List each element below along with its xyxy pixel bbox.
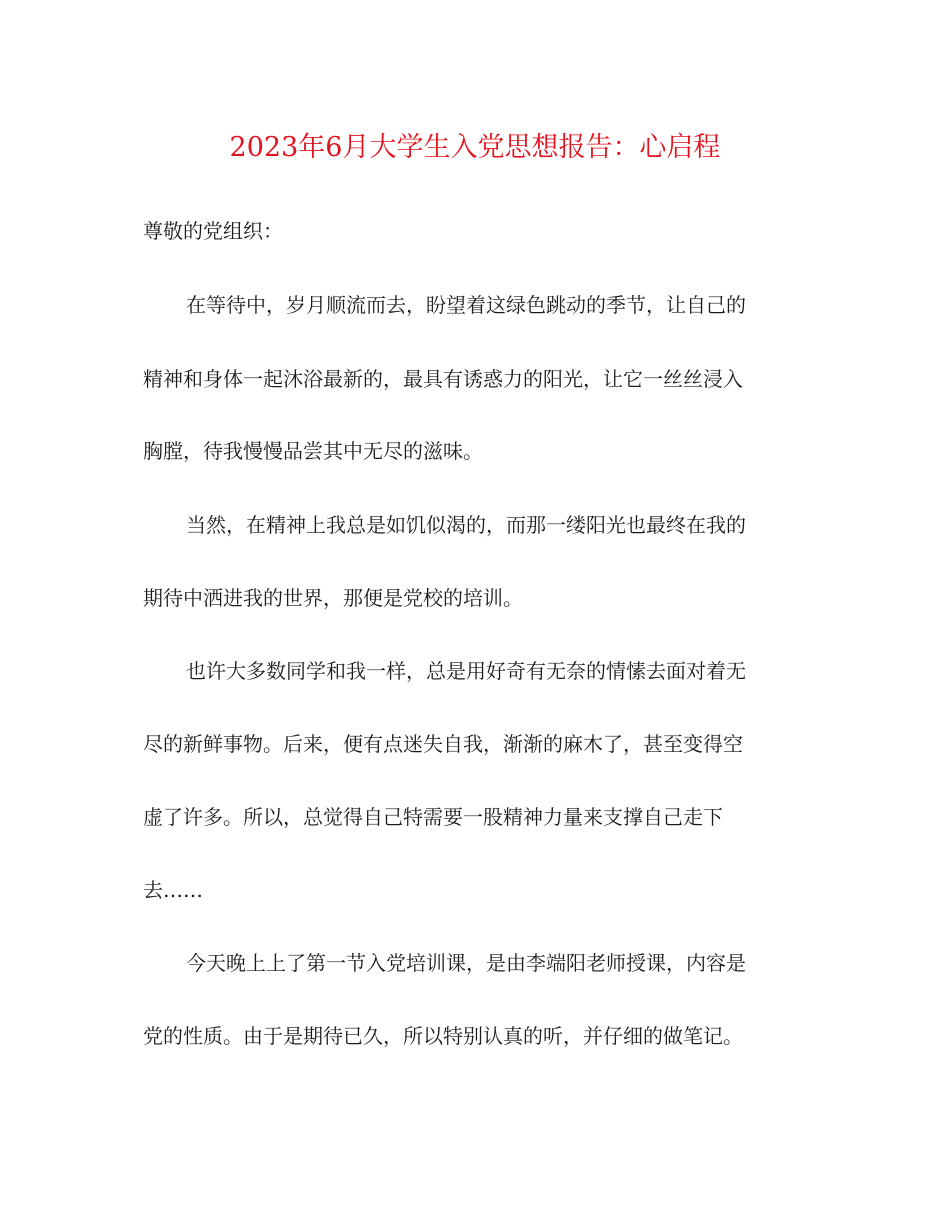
paragraph-1-line-3: 胸膛，待我慢慢品尝其中无尽的滋味。	[143, 439, 483, 463]
paragraph-2-line-2: 期待中洒进我的世界，那便是党校的培训。	[143, 586, 523, 610]
document-title: 2023年6月大学生入党思想报告：心启程	[229, 132, 721, 163]
paragraph-1-line-1: 在等待中，岁月顺流而去，盼望着这绿色跳动的季节，让自己的	[186, 293, 746, 317]
paragraph-4-line-1: 今天晚上上了第一节入党培训课，是由李端阳老师授课，内容是	[186, 951, 746, 975]
paragraph-1-line-2: 精神和身体一起沐浴最新的，最具有诱惑力的阳光，让它一丝丝浸入	[143, 367, 743, 391]
paragraph-3-line-4: 去……	[143, 878, 203, 902]
paragraph-3-line-1: 也许大多数同学和我一样，总是用好奇有无奈的情愫去面对着无	[186, 659, 746, 683]
paragraph-2-line-1: 当然，在精神上我总是如饥似渴的，而那一缕阳光也最终在我的	[186, 513, 746, 537]
paragraph-3-line-2: 尽的新鲜事物。后来，便有点迷失自我，渐渐的麻木了，甚至变得空	[143, 732, 743, 756]
paragraph-3-line-3: 虚了许多。所以，总觉得自己特需要一股精神力量来支撑自己走下	[143, 805, 723, 829]
salutation: 尊敬的党组织：	[143, 219, 283, 243]
paragraph-4-line-2: 党的性质。由于是期待已久，所以特别认真的听，并仔细的做笔记。	[143, 1024, 743, 1048]
